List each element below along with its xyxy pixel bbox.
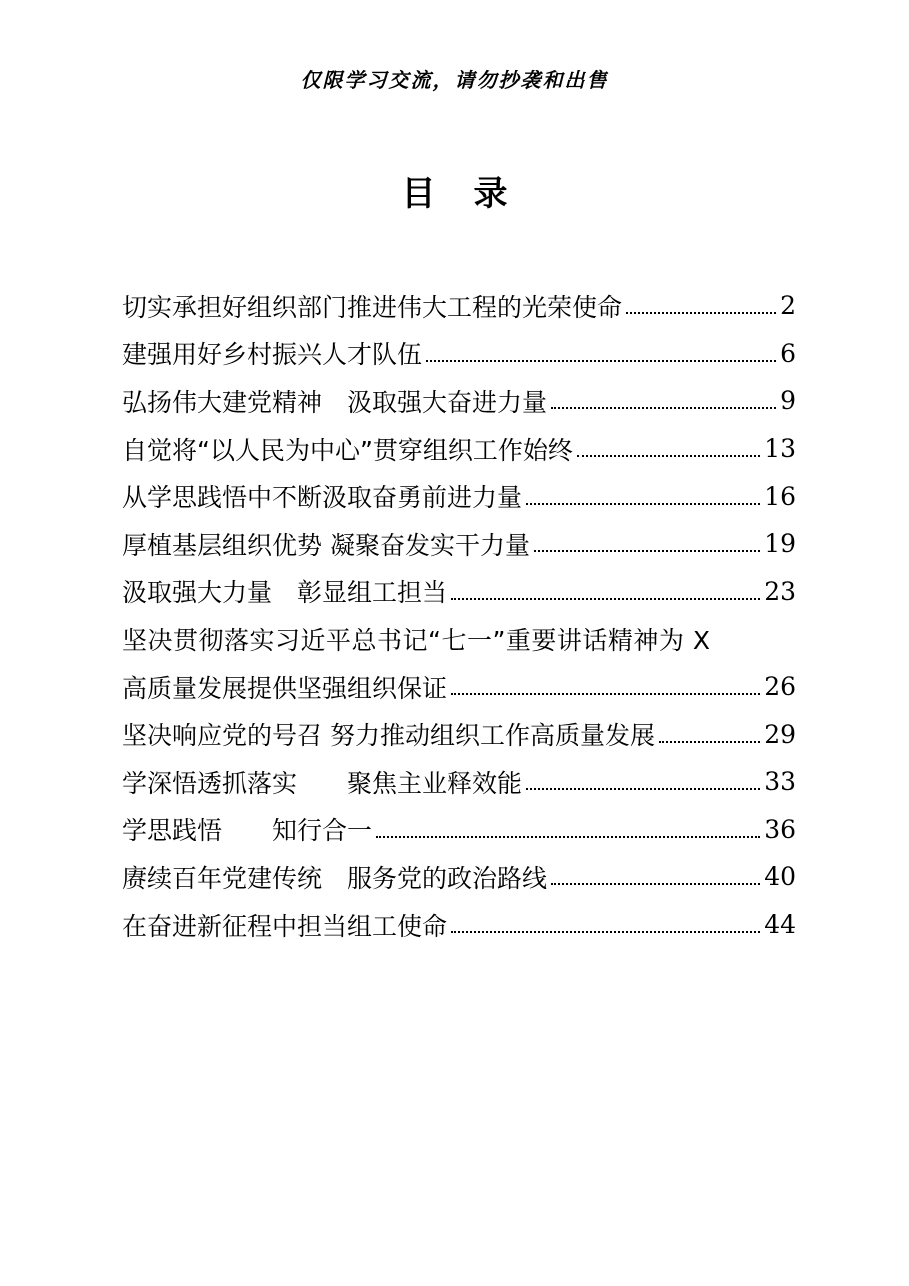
toc-leader-dots [376, 835, 760, 838]
toc-item-page: 29 [764, 719, 796, 749]
toc-item[interactable] [122, 377, 796, 425]
toc-item-text: 赓续百年党建传统 服务党的政治路线 [122, 863, 548, 893]
toc-leader-dots [659, 740, 760, 743]
toc-title-right: 录 [473, 174, 508, 214]
toc-item[interactable] [122, 710, 796, 758]
toc-item[interactable] [122, 425, 796, 473]
toc-leader-dots [451, 692, 760, 695]
toc-item[interactable] [122, 282, 796, 330]
toc-item[interactable] [122, 472, 796, 520]
toc-leader-dots [551, 882, 760, 885]
toc-item-wrapped-first-line[interactable] [122, 615, 796, 663]
toc-item[interactable] [122, 901, 796, 949]
toc-item-page: 36 [764, 814, 796, 844]
toc-item-text: 汲取强大力量 彰显组工担当 [122, 578, 448, 608]
toc-item-page: 2 [780, 291, 796, 321]
toc-item[interactable] [122, 806, 796, 854]
toc-leader-dots [451, 930, 760, 933]
toc-item-text: 厚植基层组织优势 凝聚奋发实干力量 [122, 530, 530, 560]
toc-item[interactable] [122, 568, 796, 616]
toc-item-page: 33 [764, 767, 796, 797]
toc-list [122, 282, 796, 948]
toc-item-text: 弘扬伟大建党精神 汲取强大奋进力量 [122, 387, 548, 417]
toc-item-page: 16 [764, 481, 796, 511]
toc-item-text: 学深悟透抓落实 聚焦主业释效能 [122, 768, 523, 798]
toc-item-page: 13 [764, 434, 796, 464]
toc-item-text: 坚决响应党的号召 努力推动组织工作高质量发展 [122, 721, 655, 751]
toc-leader-dots [551, 406, 776, 409]
toc-item[interactable] [122, 330, 796, 378]
toc-item-text: 学思践悟 知行合一 [122, 816, 373, 846]
toc-item[interactable] [122, 853, 796, 901]
toc-item-text: 建强用好乡村振兴人才队伍 [122, 340, 423, 370]
toc-item-page: 26 [764, 672, 796, 702]
toc-title [0, 172, 909, 216]
toc-leader-dots [526, 502, 760, 505]
toc-item-page: 19 [764, 529, 796, 559]
toc-leader-dots [451, 597, 760, 600]
toc-item-text: 切实承担好组织部门推进伟大工程的光荣使命 [122, 292, 623, 322]
toc-title-left: 目 [401, 174, 436, 214]
toc-item[interactable] [122, 520, 796, 568]
toc-item-text: 在奋进新征程中担当组工使命 [122, 911, 448, 941]
page-header-notice: 仅限学习交流，请勿抄袭和出售 [300, 68, 609, 92]
toc-item-text: 高质量发展提供坚强组织保证 [122, 673, 448, 703]
toc-item-page: 6 [780, 338, 796, 368]
toc-item-text: 自觉将“以人民为中心”贯穿组织工作始终 [122, 435, 573, 465]
toc-item-page: 23 [764, 576, 796, 606]
toc-item[interactable] [122, 663, 796, 711]
toc-item-text: 坚决贯彻落实习近平总书记“七一”重要讲话精神为 X [122, 625, 711, 655]
toc-item-page: 9 [780, 386, 796, 416]
toc-leader-dots [426, 359, 776, 362]
toc-item-text: 从学思践悟中不断汲取奋勇前进力量 [122, 483, 523, 513]
toc-item[interactable] [122, 758, 796, 806]
toc-leader-dots [526, 787, 760, 790]
toc-leader-dots [534, 549, 760, 552]
toc-item-page: 40 [764, 862, 796, 892]
toc-leader-dots [626, 311, 776, 314]
toc-leader-dots [577, 454, 760, 457]
toc-item-page: 44 [764, 910, 796, 940]
